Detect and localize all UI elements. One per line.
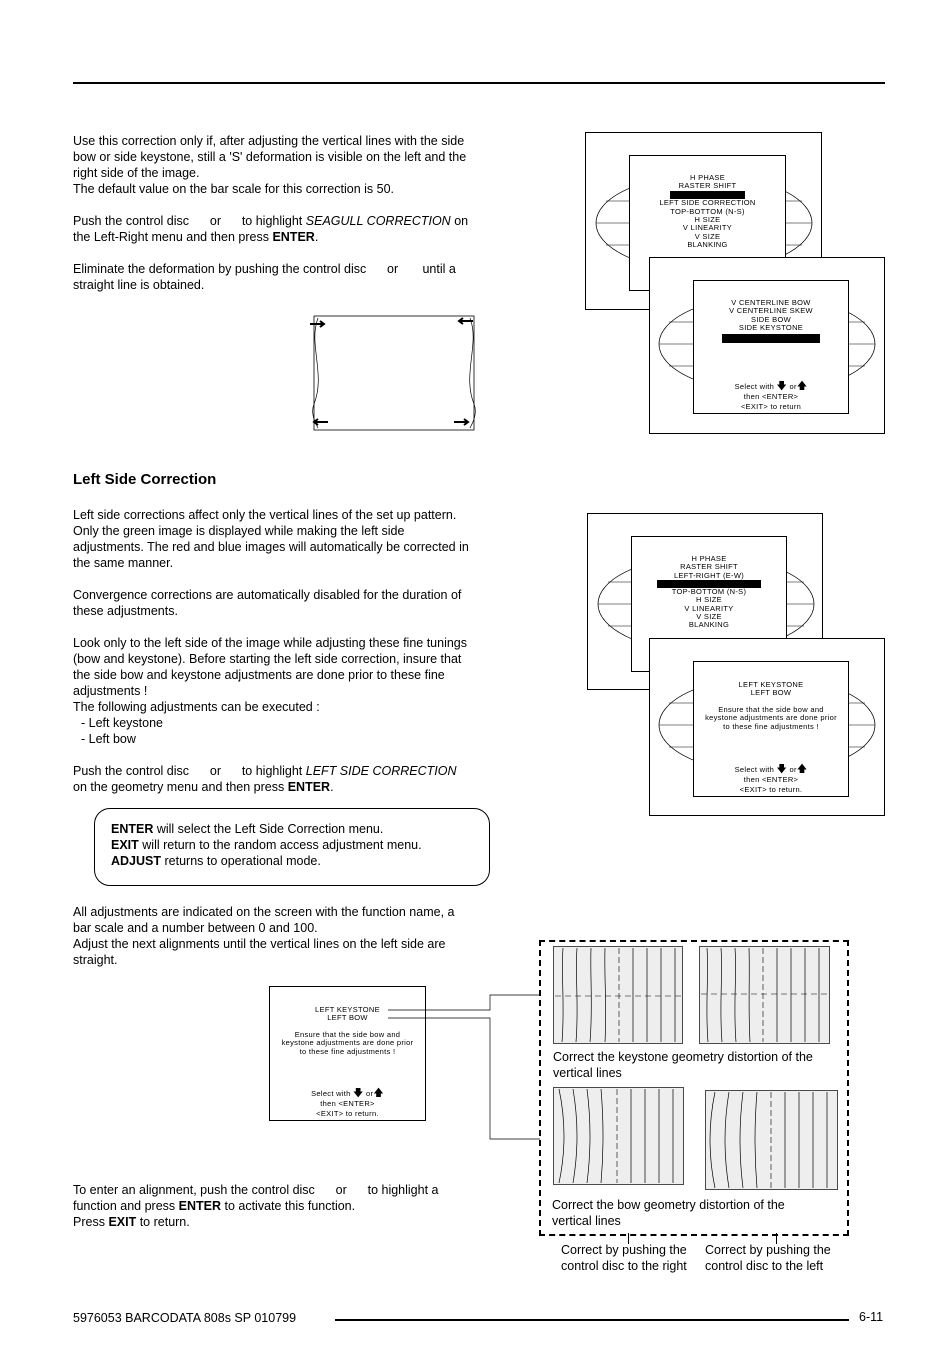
note-exit: EXIT will return to the random access adjustment menu. — [111, 838, 422, 852]
caption-keystone: Correct the keystone geometry distortion of the vertical lines — [553, 1050, 813, 1080]
keystone-pattern-right — [553, 946, 683, 1044]
seagull-p1: Use this correction only if, after adjusting the vertical lines with the side bow or side keystone, still a 'S' deformation is visible on the left and the right side of the image. — [73, 134, 467, 180]
menu-item[interactable]: RASTER SHIFT — [678, 181, 737, 191]
enter-p1: To enter an alignment, push the control disc or to highlight a function and press ENTER to activate this function. — [73, 1183, 439, 1213]
enter-hint: then <ENTER> — [743, 775, 799, 784]
select-hint: Select with 🡇 or🡅 — [311, 1088, 384, 1099]
section-heading: Left Side Correction — [73, 471, 217, 488]
menu-item[interactable]: H PHASE — [691, 554, 727, 563]
seagull-text — [73, 133, 469, 293]
footer-rule — [335, 1319, 849, 1321]
adjust-p1: All adjustments are indicated on the screen with the function name, a bar scale and a number between 0 and 100. — [73, 905, 455, 935]
menu-item[interactable]: RASTER SHIFT — [680, 562, 738, 572]
seagull-p2: The default value on the bar scale for this correction is 50. — [73, 182, 395, 196]
menu-item[interactable]: BLANKING — [688, 620, 730, 630]
enter-text — [73, 1182, 469, 1230]
menu-item[interactable]: TOP-BOTTOM (N-S) — [670, 206, 745, 216]
menu-item[interactable]: TOP-BOTTOM (N-S) — [671, 586, 747, 596]
keystone-pattern-left — [699, 946, 830, 1044]
menu-item[interactable]: H SIZE — [696, 595, 722, 605]
enter-p2: Press EXIT to return. — [73, 1215, 190, 1229]
seagull-p4: Eliminate the deformation by pushing the control disc or until a straight line is obtained. — [73, 262, 456, 292]
select-hint: Select with 🡇 or🡅 — [734, 381, 808, 392]
arrow-up-icon: 🡅 — [796, 764, 808, 775]
exit-hint: <EXIT> to return. — [316, 1109, 379, 1118]
caption-bow: Correct the bow geometry distortion of the vertical lines — [552, 1198, 785, 1228]
seagull-diagram — [308, 314, 488, 432]
arrow-down-icon: 🡇 — [776, 381, 788, 392]
menu-item[interactable]: V SIZE — [696, 612, 722, 622]
menu-item[interactable]: H PHASE — [689, 173, 726, 182]
ls-p5: Push the control disc or to highlight LEFT SIDE CORRECTION on the geometry menu and then press ENTER. — [73, 764, 457, 794]
seagull-p3: Push the control disc or to highlight SEAGULL CORRECTION on the Left-Right menu and then press ENTER. — [73, 214, 469, 244]
arrow-up-icon: 🡅 — [373, 1088, 384, 1099]
menu-item-left-keystone[interactable]: LEFT KEYSTONE — [315, 1005, 380, 1014]
header-rule — [73, 82, 885, 84]
ls-p1: Left side corrections affect only the vertical lines of the set up pattern. Only the green image is displayed while making the left side adjustments. The red and blue images will automatically be corrected in the same manner. — [73, 508, 469, 570]
menu-note: Ensure that the side bow and keystone adjustments are done prior to these fine adjustments ! — [705, 704, 837, 731]
menu-item[interactable]: BLANKING — [687, 240, 728, 250]
bow-pattern-right — [553, 1087, 684, 1185]
exit-hint: <EXIT> to return. — [739, 785, 803, 794]
exit-hint: <EXIT> to return — [740, 402, 802, 411]
ls-p2: Convergence corrections are automatically disabled for the duration of these adjustments. — [73, 588, 462, 618]
menu-item[interactable]: LEFT BOW — [750, 688, 792, 698]
menu-item[interactable]: SIDE KEYSTONE — [738, 323, 804, 333]
connector-lines — [388, 994, 548, 1144]
menu-item[interactable]: V LINEARITY — [684, 603, 734, 613]
enter-hint: then <ENTER> — [320, 1099, 375, 1108]
menu-highlight — [722, 334, 820, 343]
arrow-up-icon: 🡅 — [796, 381, 808, 392]
ls-list-item: - Left keystone — [81, 716, 163, 730]
caption-left: Correct by pushing the control disc to the left — [705, 1243, 831, 1273]
menu-item[interactable]: V CENTERLINE SKEW — [729, 306, 813, 316]
menu-item-left-bow[interactable]: LEFT BOW — [327, 1013, 368, 1023]
arrow-down-icon: 🡇 — [353, 1088, 364, 1099]
adjust-p2: Adjust the next alignments until the vertical lines on the left side are straight. — [73, 937, 446, 967]
menu-item[interactable]: V LINEARITY — [682, 223, 733, 233]
ls-p4: The following adjustments can be executed : — [73, 700, 320, 714]
adjust-text — [73, 904, 469, 968]
bow-pattern-left — [705, 1090, 838, 1190]
menu-item-highlighted[interactable]: LEFT-RIGHT (E-W) — [657, 572, 761, 588]
menu-item[interactable]: V SIZE — [694, 231, 721, 241]
menu-item[interactable]: SIDE BOW — [751, 314, 791, 324]
menu-item[interactable]: LEFT KEYSTONE — [738, 680, 804, 689]
ls-list-item: - Left bow — [81, 732, 136, 746]
note-box — [94, 808, 490, 886]
menu2-left-side-menu — [693, 661, 849, 797]
note-enter: ENTER will select the Left Side Correction menu. — [111, 822, 384, 836]
menu-item[interactable]: LEFT SIDE CORRECTION — [659, 198, 756, 208]
menu-item[interactable]: H SIZE — [694, 215, 721, 225]
ls-p3: Look only to the left side of the image while adjusting these fine tunings (bow and keystone). Before starting the left side correction, insure that the side bow and keystone adjustments are done prior to these fine adjustments ! — [73, 636, 468, 698]
select-hint: Select with 🡇 or🡅 — [734, 764, 808, 775]
note-adjust: ADJUST returns to operational mode. — [111, 854, 321, 868]
enter-hint: then <ENTER> — [743, 392, 799, 401]
footer-page-number: 6-11 — [859, 1310, 884, 1324]
left-side-text — [73, 507, 469, 795]
menu-item[interactable]: V CENTERLINE BOW — [731, 298, 811, 307]
caption-right: Correct by pushing the control disc to the right — [561, 1243, 687, 1273]
menu1-side-menu — [693, 280, 849, 414]
footer-doc-id: 5976053 BARCODATA 808s SP 010799 — [73, 1311, 297, 1325]
arrow-down-icon: 🡇 — [776, 764, 788, 775]
menu-note: Ensure that the side bow and keystone adjustments are done prior to these fine adjustments ! — [281, 1029, 414, 1056]
